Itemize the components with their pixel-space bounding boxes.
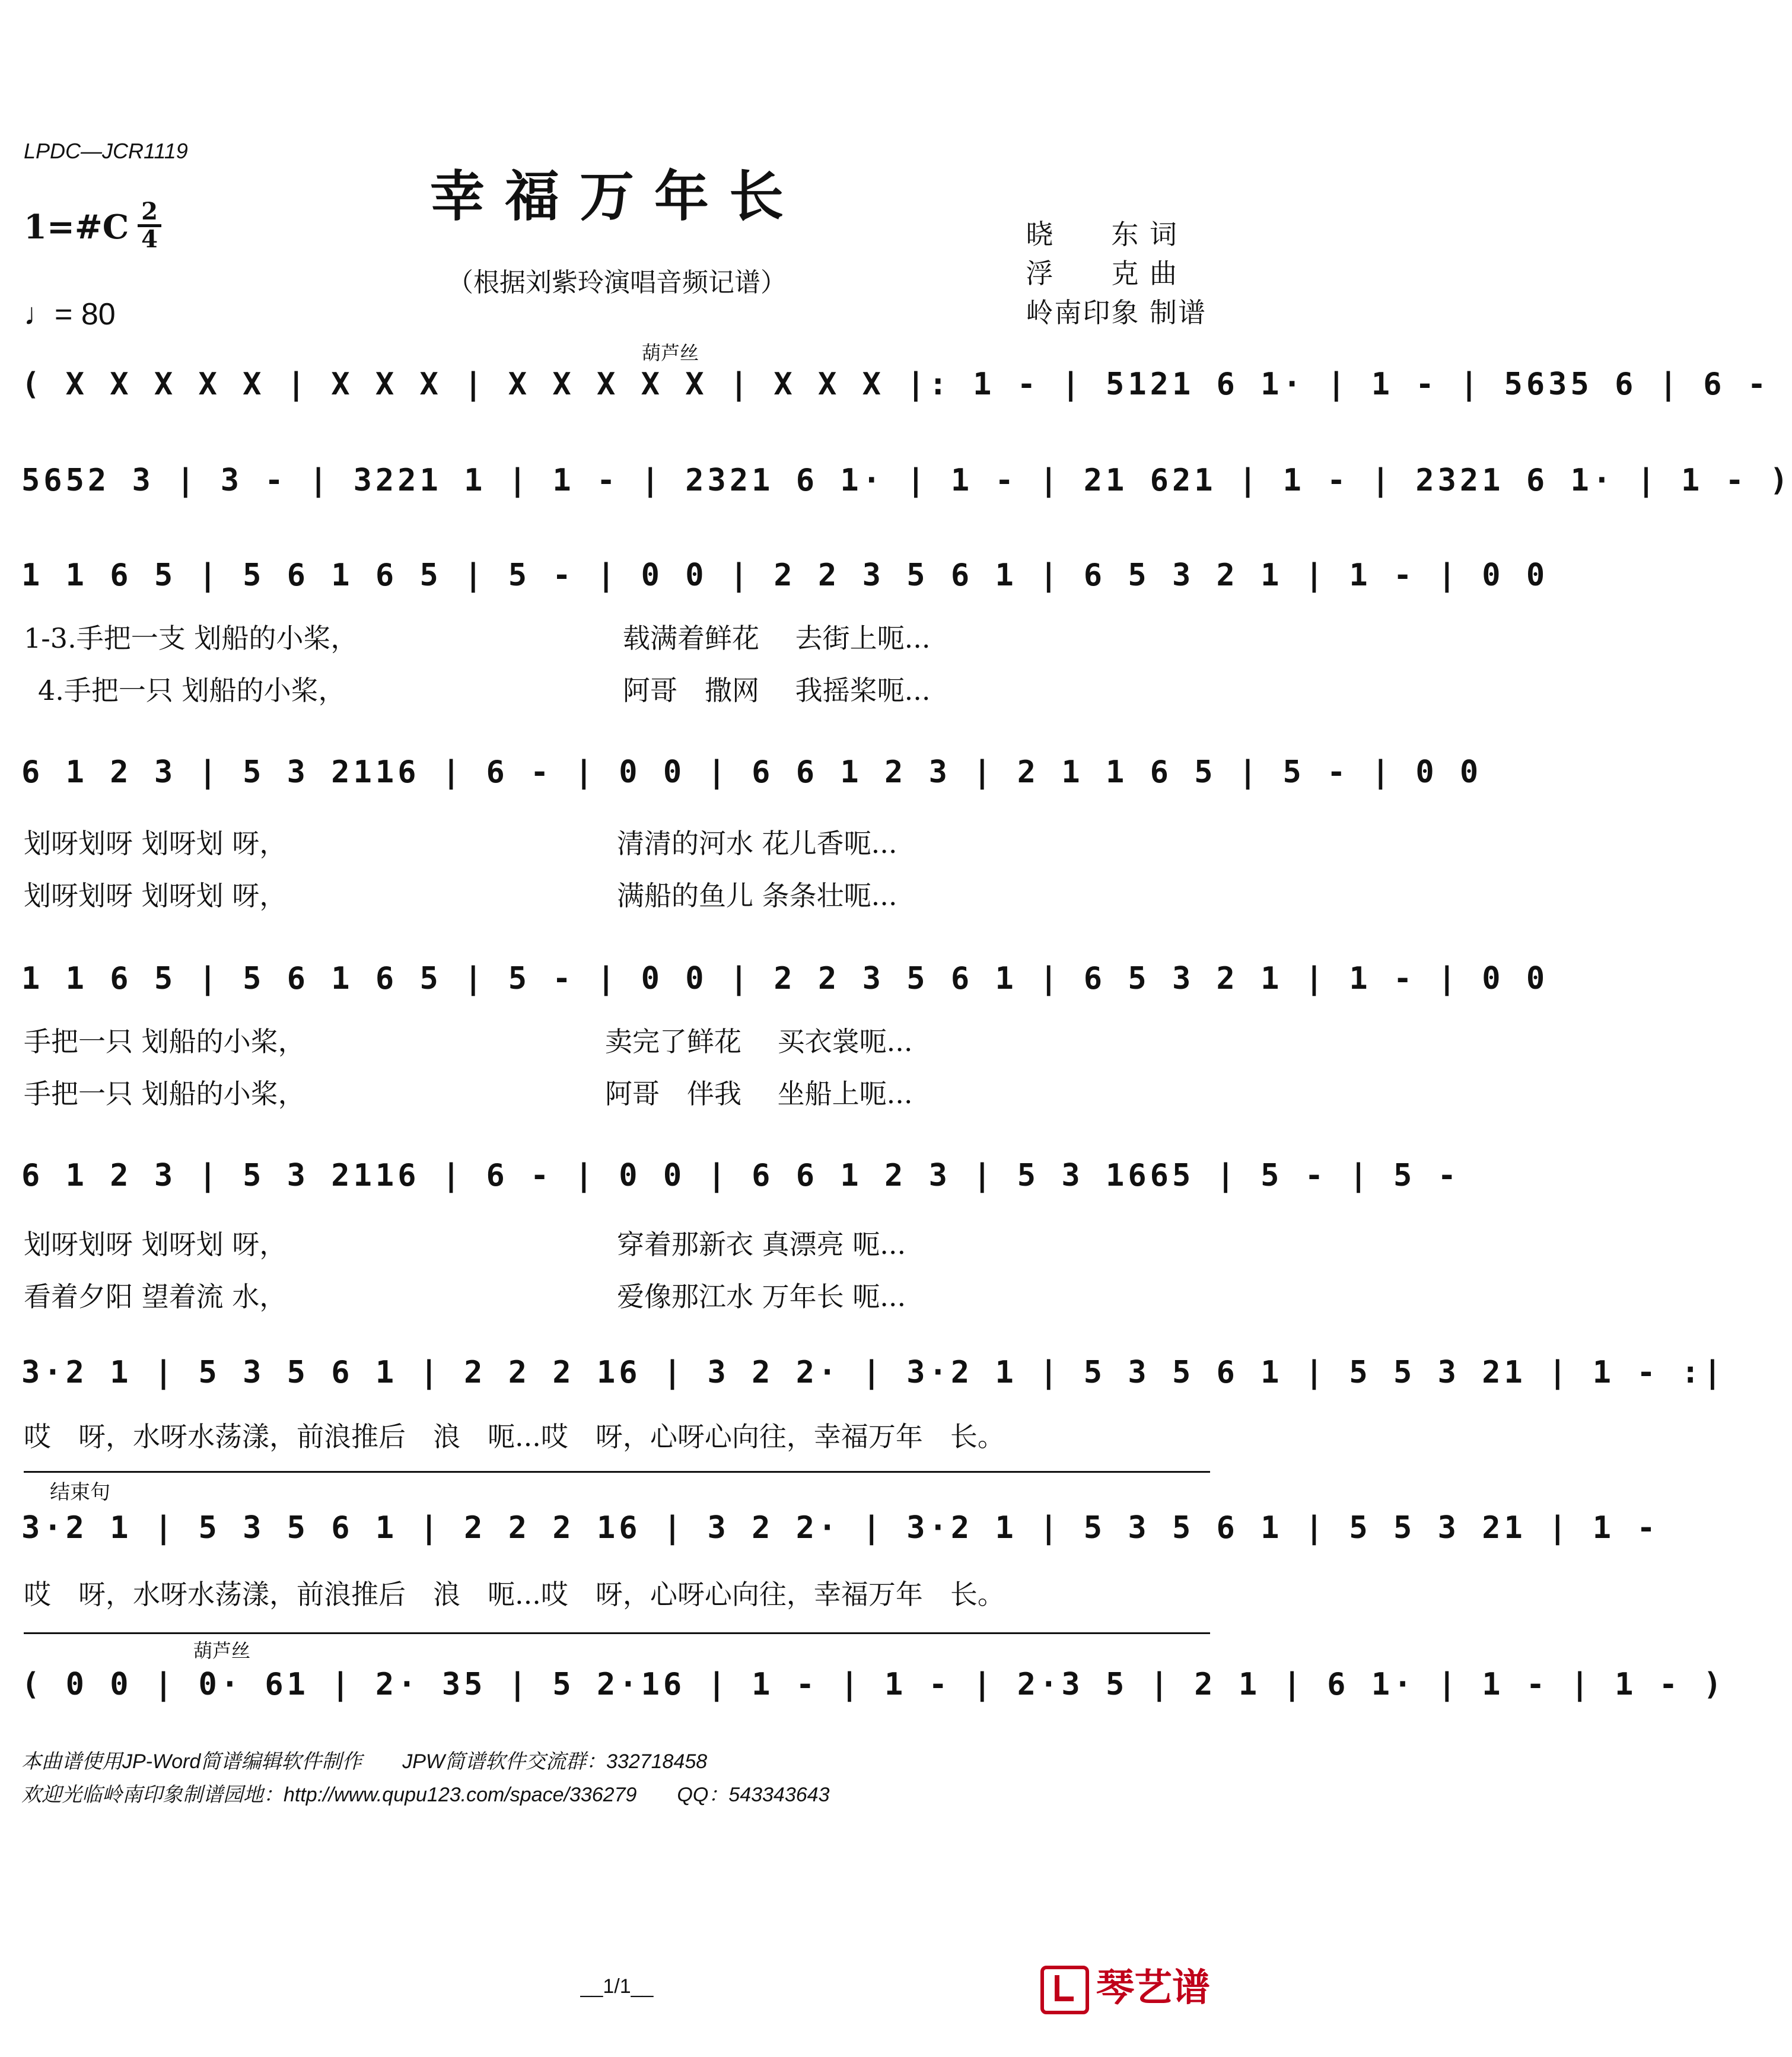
staff-line-8: 3·2 1 | 5 3 5 6 1 | 2 2 2 16 | 3 2 2· | 3·2 1 | 5 3 5 6 1 | 5 5 3 21 | 1 -: [21, 1510, 1659, 1546]
footer-line-1: 本曲谱使用JP-Word简谱编辑软件制作 JPW简谱软件交流群：332718458: [21, 1750, 708, 1773]
lyric-line-7: 划呀划呀 划呀划 呀，: [24, 1228, 287, 1260]
lyric-line-2: 4.手把一只 划船的小桨，: [38, 674, 346, 706]
lyric-line-3b: 清清的河水 花儿香呃...: [617, 827, 897, 859]
page-title: 幸福万年长: [429, 164, 804, 228]
instrument-mark-2: 葫芦丝: [193, 1639, 251, 1662]
credits: [1026, 215, 1207, 332]
lyric-line-5: 手把一只 划船的小桨，: [24, 1026, 305, 1058]
footer-line-2: 欢迎光临岭南印象制谱园地：http://www.qupu123.com/space/336279 QQ：543343643: [21, 1784, 830, 1806]
lyric-line-1b: 载满着鲜花 去街上呃...: [623, 622, 931, 654]
logo-icon: [1040, 1966, 1089, 2014]
lyric-line-7b: 穿着那新衣 真漂亮 呃...: [617, 1228, 906, 1260]
page-number: __1/1__: [580, 1975, 654, 1998]
lyric-line-3: 划呀划呀 划呀划 呀，: [24, 827, 287, 859]
lyric-line-8b: 爱像那江水 万年长 呃...: [617, 1281, 906, 1313]
lyric-line-4b: 满船的鱼儿 条条壮呃...: [617, 880, 897, 912]
ending-label: 结束句: [50, 1480, 110, 1504]
lyric-line-6: 手把一只 划船的小桨，: [24, 1078, 305, 1110]
ending-bracket: [24, 1471, 1210, 1473]
lyric-line-2b: 阿哥 撒网 我摇桨呃...: [623, 674, 931, 706]
staff-line-1: ( X X X X X | X X X | X X X X X | X X X |: 1 - | 5121 6 1· | 1 - | 5635 6 | 6 -: [21, 367, 1770, 402]
tempo-mark: ♩= 80: [24, 297, 116, 332]
meter-top: 2: [141, 198, 158, 225]
staff-line-6: 6 1 2 3 | 5 3 2116 | 6 - | 0 0 | 6 6 1 2 3 | 5 3 1665 | 5 - | 5 -: [21, 1158, 1460, 1193]
staff-line-4: 6 1 2 3 | 5 3 2116 | 6 - | 0 0 | 6 6 1 2 3 | 2 1 1 6 5 | 5 - | 0 0: [21, 754, 1482, 790]
logo-text: 琴艺谱: [1096, 1966, 1210, 2010]
credit-arranger: 岭南印象 制谱: [1026, 297, 1207, 329]
staff-line-9: ( 0 0 | 0· 61 | 2· 35 | 5 2·16 | 1 - | 1 - | 2·3 5 | 2 1 | 6 1· | 1 - | 1 - ): [21, 1667, 1726, 1702]
staff-line-3: 1 1 6 5 | 5 6 1 6 5 | 5 - | 0 0 | 2 2 3 5 6 1 | 6 5 3 2 1 | 1 - | 0 0: [21, 558, 1549, 593]
lyric-line-8: 看着夕阳 望着流 水，: [24, 1281, 287, 1313]
lyric-line-4: 划呀划呀 划呀划 呀，: [24, 880, 287, 912]
lyric-line-9: 哎 呀，水呀水荡漾，前浪推后 浪 呃...哎 呀，心呀心向往，幸福万年 长。: [24, 1421, 1005, 1453]
staff-line-2: 5652 3 | 3 - | 3221 1 | 1 - | 2321 6 1· | 1 - | 21 621 | 1 - | 2321 6 1· | 1 - ): [21, 463, 1792, 498]
lyric-line-1: [24, 617, 358, 656]
key-signature: 1=#C: [24, 208, 129, 247]
lyric-line-6b: 阿哥 伴我 坐船上呃...: [605, 1078, 913, 1110]
lyric-1a: 1-3.手把一支 划船的小桨，: [24, 622, 358, 654]
instrumental-bracket: [24, 1632, 1210, 1634]
instrument-mark: 葫芦丝: [642, 342, 699, 364]
staff-line-7: 3·2 1 | 5 3 5 6 1 | 2 2 2 16 | 3 2 2· | 3·2 1 | 5 3 5 6 1 | 5 5 3 21 | 1 - :|: [21, 1355, 1726, 1390]
credit-lyricist: 晓 东 词: [1026, 218, 1178, 250]
site-logo: [1040, 1957, 1210, 2014]
lyric-line-5b: 卖完了鲜花 买衣裳呃...: [605, 1026, 913, 1058]
subtitle: （根据刘紫玲演唱音频记谱）: [447, 268, 787, 298]
meter-bottom: 4: [141, 225, 158, 253]
time-signature: [138, 199, 161, 252]
credit-composer: 浮 克 曲: [1026, 257, 1178, 289]
score-code: LPDC—JCR1119: [24, 139, 188, 163]
staff-line-5: 1 1 6 5 | 5 6 1 6 5 | 5 - | 0 0 | 2 2 3 5 6 1 | 6 5 3 2 1 | 1 - | 0 0: [21, 961, 1549, 996]
lyric-line-10: 哎 呀，水呀水荡漾，前浪推后 浪 呃...哎 呀，心呀心向往，幸福万年 长。: [24, 1578, 1005, 1610]
